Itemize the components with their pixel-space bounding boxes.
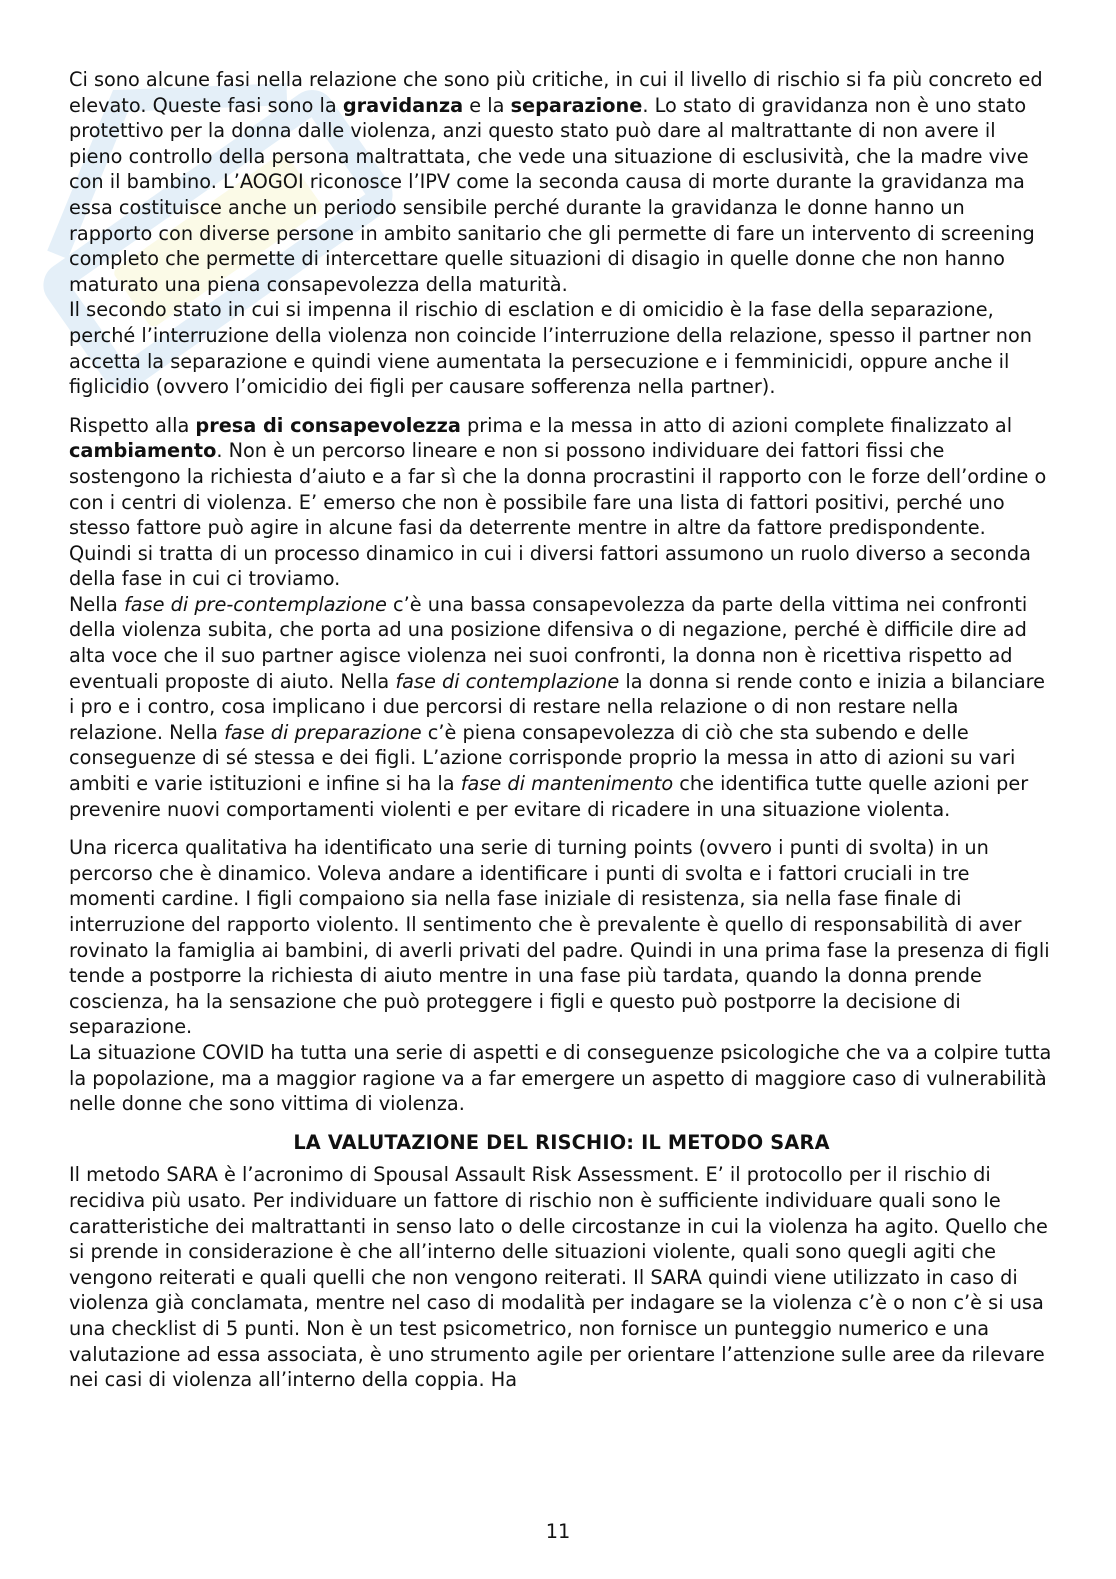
- bold-term-cambiamento: cambiamento: [69, 439, 217, 463]
- paragraph-4: Nella fase di pre-contemplazione c’è una bassa consapevolezza da parte della vittima nei confronti della violenza subita, che porta ad una posizione difensiva o di negazione, perché è difficile dire ad alta voce che il suo partner agisce violenza nei suoi confronti, la donna non è ricettiva rispetto ad eventuali proposte di aiuto. Nella fase di contemplazione la donna si rende conto e inizia a bilanciare i pro e i contro, cosa implicano i due percorsi di restare nella relazione o di non restare nella relazione. Nella fase di preparazione c’è piena consapevolezza di ciò che sta subendo e delle conseguenze di sé stessa e dei figli. L’azione corrisponde proprio la messa in atto di azioni su vari ambiti e varie istituzioni e infine si ha la fase di mantenimento che identifica tutte quelle azioni per prevenire nuovi comportamenti violenti e per evitare di ricadere in una situazione violenta.: [69, 592, 1046, 821]
- italic-term-preparazione: fase di preparazione: [224, 720, 422, 744]
- paragraph-1: Ci sono alcune fasi nella relazione che sono più critiche, in cui il livello di rischio si fa più concreto ed elevato. Queste fasi sono la gravidanza e la separazione. Lo stato di gravidanza non è uno stato protettivo per la donna dalle violenza, anzi questo stato può dare al maltrattante di non avere il pieno controllo della persona maltrattata, che vede una situazione di esclusività, che la madre vive con il bambino. L’AOGOI riconosce l’IPV come la seconda causa di morte durante la gravidanza ma essa costituisce anche un periodo sensibile perché durante la gravidanza le donne hanno un rapporto con diverse persone in ambito sanitario che gli permette di fare un intervento di screening completo che permette di intercettare quelle situazioni di disagio in quelle donne che non hanno maturato una piena consapevolezza della maturità.: [69, 68, 1043, 296]
- bold-term-gravidanza: gravidanza: [342, 93, 464, 117]
- section-heading: LA VALUTAZIONE DEL RISCHIO: IL METODO SARA: [293, 1130, 830, 1154]
- bold-term-consapevolezza: presa di consapevolezza: [195, 413, 461, 437]
- paragraph-3: Rispetto alla presa di consapevolezza prima e la messa in atto di azioni complete finalizzato al cambiamento. Non è un percorso lineare e non si possono individuare dei fattori fissi che sostengono la richiesta d’aiuto e a far sì che la donna procrastini il rapporto con le forze dell’ordine o con i centri di violenza. E’ emerso che non è possibile fare una lista di fattori positivi, perché uno stesso fattore può agire in alcune fasi da deterrente mentre in altre da fattore predispondente. Quindi si tratta di un processo dinamico in cui i diversi fattori assumono un ruolo diverso a seconda della fase in cui ci troviamo.: [69, 413, 1047, 591]
- italic-term-mantenimento: fase di mantenimento: [460, 772, 674, 796]
- page-number: 11: [545, 1520, 571, 1543]
- italic-term-contemplazione: fase di contemplazione: [395, 669, 620, 693]
- paragraph-7: Il metodo SARA è l’acronimo di Spousal Assault Risk Assessment. E’ il protocollo per il rischio di recidiva più usato. Per individuare un fattore di rischio non è sufficiente individuare quali sono le caratteristiche dei maltrattanti in senso lato o delle circostanze in cui la violenza ha agito. Quello che si prende in considerazione è che all’interno delle situazioni violente, quali sono quegli agiti che vengono reiterati e quali quelli che non vengono reiterati. Il SARA quindi viene utilizzato in caso di violenza già conclamata, mentre nel caso di modalità per indagare se la violenza c’è o non c’è si usa una checklist di 5 punti. Non è un test psicometrico, non fornisce un punteggio numerico e una valutazione ad essa associata, è uno strumento agile per orientare l’attenzione sulle aree da rilevare nei casi di violenza all’interno della coppia. Ha: [69, 1163, 1048, 1392]
- paragraph-2: Il secondo stato in cui si impenna il rischio di esclation e di omicidio è la fase della separazione, perché l’interruzione della violenza non coincide l’interruzione della relazione, spesso il partner non accetta la separazione e quindi viene aumentata la persecuzione e i femminicidi, oppure anche il figlicidio (ovvero l’omicidio dei figli per causare sofferenza nella partner).: [69, 298, 1033, 399]
- italic-term-pre-contemplazione: fase di pre-contemplazione: [123, 592, 387, 616]
- paragraph-6: La situazione COVID ha tutta una serie di aspetti e di conseguenze psicologiche che va a colpire tutta la popolazione, ma a maggior ragione va a far emergere un aspetto di maggiore caso di vulnerabilità nelle donne che sono vittima di violenza.: [69, 1040, 1052, 1116]
- bold-term-separazione: separazione: [510, 93, 643, 117]
- document-page: [69, 67, 1054, 1393]
- paragraph-5: Una ricerca qualitativa ha identificato una serie di turning points (ovvero i punti di svolta) in un percorso che è dinamico. Voleva andare a identificare i punti di svolta e i fattori cruciali in tre momenti cardine. I figli compaiono sia nella fase iniziale di resistenza, sia nella fase finale di interruzione del rapporto violento. Il sentimento che è prevalente è quello di responsabilità di aver rovinato la famiglia ai bambini, di averli privati del padre. Quindi in una prima fase la presenza di figli tende a postporre la richiesta di aiuto mentre in una fase più tardata, quando la donna prende coscienza, ha la sensazione che può proteggere i figli e questo può postporre la decisione di separazione.: [69, 836, 1050, 1039]
